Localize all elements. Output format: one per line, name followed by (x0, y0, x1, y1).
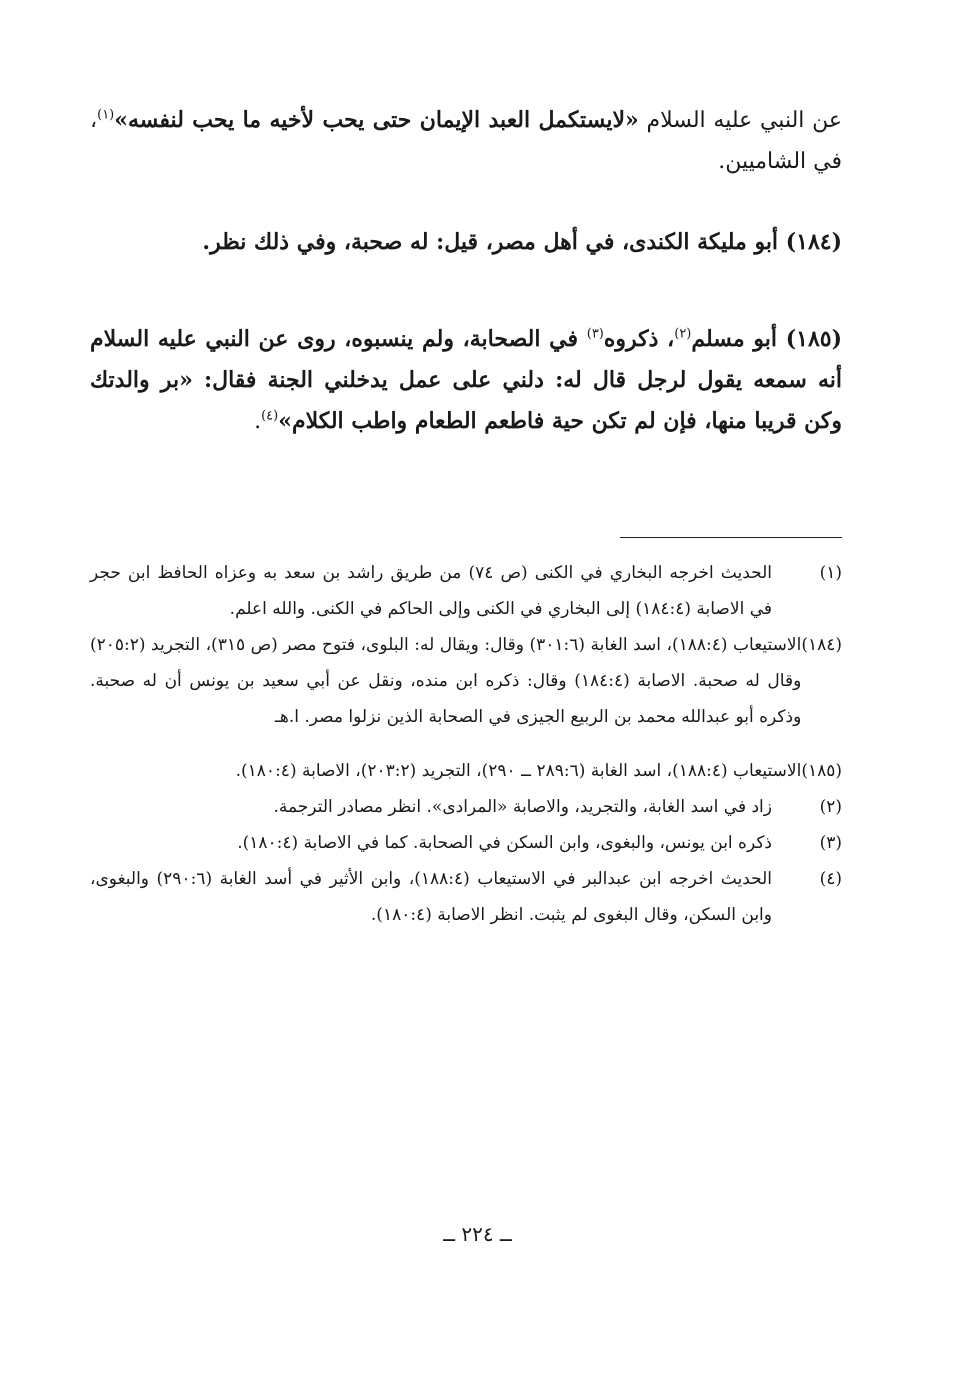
entry-185 (90, 319, 842, 442)
hadith-quote: «بر والدتك وكن قريبا منها، فإن لم تكن حية فاطعم الطعام واطب الكلام» (90, 367, 842, 434)
hadith-quote: «لايستكمل العبد الإيمان حتى يحب لأخيه ما يحب لنفسه» (114, 107, 639, 133)
footnote-text: الاستيعاب (١٨٨:٤)، اسد الغابة (٣٠١:٦) وقال: ويقال له: البلوى، فتوح مصر (ص ٣١٥)، التجريد (٢٠٥:٢) وقال له صحبة. الاصابة (١٨٤:٤) وقال: ذكره ابن منده، ونقل عن أبي سعيد بن يونس أن له صحبة. وذكره أبو عبدالله محمد بن الربيع الجيزى في الصحابة الذين نزلوا مصر. ا.هـ (90, 635, 802, 727)
page-number: ــ ٢٢٤ ــ (443, 1222, 512, 1246)
text-run: عن النبي عليه السلام (638, 108, 843, 133)
footnote-number: (٤) (819, 869, 842, 889)
footnote-ref: (١) (97, 107, 115, 123)
entry-heading: (١٨٥) أبو مسلم (691, 326, 842, 352)
footnote-item (90, 627, 842, 735)
footnote-text: الحديث اخرجه البخاري في الكنى (ص ٧٤) من طريق راشد بن سعد به وعزاه الحافظ ابن حجر في الاصابة (١٨٤:٤) إلى البخاري في الكنى وإلى الحاكم في الكنى. والله اعلم. (90, 563, 773, 619)
footnote-ref: (٢) (674, 326, 692, 342)
text-run: في الصحابة، ولم ينسبوه، روى عن النبي عليه السلام أنه سمعه يقول لرجل قال له: دلني على عمل يدخلني الجنة فقال: (90, 326, 842, 393)
footnote-item (90, 789, 842, 825)
footnote-number: (٣) (819, 833, 842, 853)
footnote-ref: (٤) (261, 408, 279, 424)
footnote-item (90, 825, 842, 861)
footnotes (90, 555, 842, 933)
footnote-number: (١) (819, 563, 842, 583)
footnote-item (90, 555, 842, 627)
entry-184 (90, 222, 842, 263)
entry-text: (١٨٤) أبو مليكة الكندى، في أهل مصر، قيل: له صحبة، وفي ذلك نظر. (202, 229, 842, 255)
text-run: ، ذكروه (603, 326, 675, 352)
footnote-item (90, 753, 842, 789)
text-run: . (254, 409, 262, 434)
paragraph-hadith (90, 100, 842, 182)
footnote-text: زاد في اسد الغابة، والتجريد، والاصابة «المرادى». انظر مصادر الترجمة. (273, 797, 772, 817)
footnote-number: (١٨٤) (801, 635, 842, 655)
footnote-text: الحديث اخرجه ابن عبدالبر في الاستيعاب (١٨٨:٤)، وابن الأثير في أسد الغابة (٢٩٠:٦) والبغوى، وابن السكن، وقال البغوى لم يثبت. انظر الاصابة (١٨٠:٤). (90, 869, 772, 925)
footnote-number: (٢) (819, 797, 842, 817)
main-text (90, 100, 842, 442)
text-run: ، في الشاميين. (90, 108, 842, 174)
footnote-separator (620, 537, 842, 538)
footnote-number: (١٨٥) (801, 761, 842, 781)
footnote-ref: (٣) (586, 326, 604, 342)
footnote-text: الاستيعاب (١٨٨:٤)، اسد الغابة (٢٨٩:٦ ــ ٢٩٠)، التجريد (٢٠٣:٢)، الاصابة (١٨٠:٤). (235, 761, 802, 781)
footnote-item (90, 861, 842, 933)
footnote-text: ذكره ابن يونس، والبغوى، وابن السكن في الصحابة. كما في الاصابة (١٨٠:٤). (237, 833, 772, 853)
